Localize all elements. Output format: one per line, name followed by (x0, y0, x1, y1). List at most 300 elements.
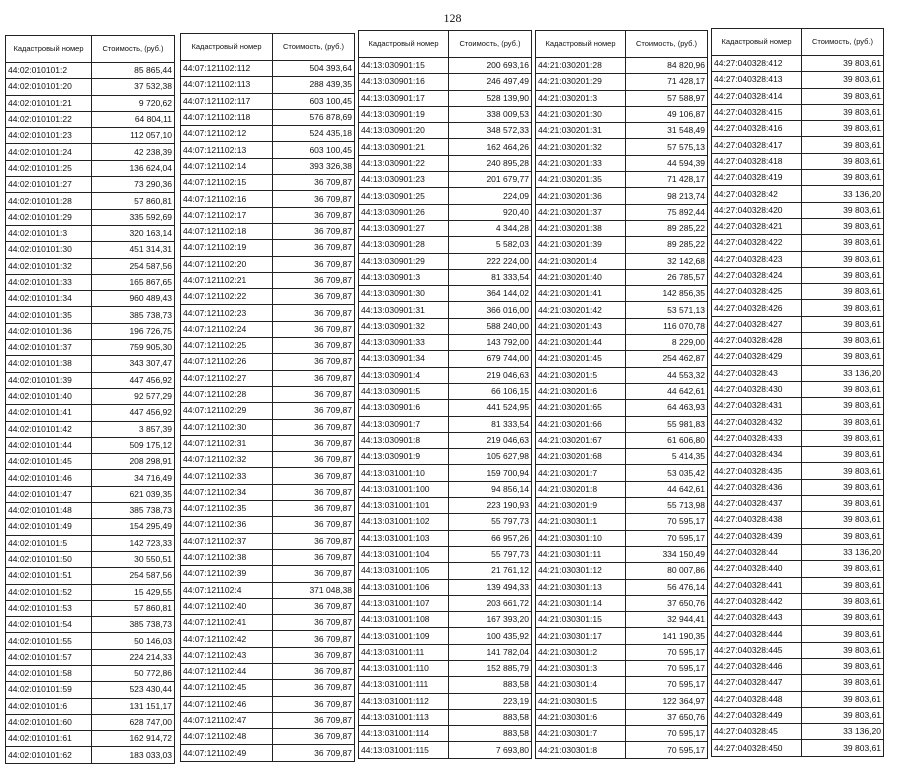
cadastral-number-cell: 44:13:030901:5 (359, 383, 449, 399)
cadastral-number-cell: 44:02:010101:47 (6, 486, 92, 502)
table-row (536, 253, 708, 269)
cost-cell: 36 709,87 (273, 403, 355, 419)
cost-cell: 36 709,87 (273, 175, 355, 191)
cost-cell: 36 709,87 (273, 533, 355, 549)
cadastral-number-cell: 44:07:121102:19 (181, 240, 273, 256)
table-row (712, 121, 884, 137)
table-row (536, 58, 708, 74)
cost-cell: 57 588,97 (626, 90, 708, 106)
header-cost: Стоимость, (руб.) (802, 29, 884, 56)
cadastral-number-cell: 44:07:121102:25 (181, 338, 273, 354)
cost-cell: 42 238,39 (92, 144, 175, 160)
cost-cell: 246 497,49 (449, 74, 532, 90)
table-row (359, 400, 532, 416)
table-row (712, 577, 884, 593)
table-row (536, 318, 708, 334)
cadastral-number-cell: 44:07:121102:4 (181, 582, 273, 598)
cadastral-number-cell: 44:21:030201:6 (536, 383, 626, 399)
cost-cell: 39 803,61 (802, 349, 884, 365)
cost-cell: 679 744,00 (449, 351, 532, 367)
table-row (712, 496, 884, 512)
cost-cell: 162 464,26 (449, 139, 532, 155)
cost-cell: 39 803,61 (802, 740, 884, 756)
table-row (712, 593, 884, 609)
table-row (536, 563, 708, 579)
cadastral-number-cell: 44:02:010101:62 (6, 747, 92, 763)
cost-cell: 39 803,61 (802, 528, 884, 544)
cadastral-number-cell: 44:27:040328:440 (712, 561, 802, 577)
table-row (181, 696, 355, 712)
cadastral-number-cell: 44:13:031001:101 (359, 498, 449, 514)
page-number: 128 (443, 11, 462, 25)
table-row (536, 269, 708, 285)
cadastral-number-cell: 44:21:030201:7 (536, 465, 626, 481)
cost-cell: 343 307,47 (92, 356, 175, 372)
table-row (359, 155, 532, 171)
table-row (536, 155, 708, 171)
table-row (536, 302, 708, 318)
cost-cell: 36 709,87 (273, 354, 355, 370)
cost-cell: 167 393,20 (449, 612, 532, 628)
table-row (359, 432, 532, 448)
cadastral-number-cell: 44:07:121102:118 (181, 109, 273, 125)
cadastral-number-cell: 44:02:010101:38 (6, 356, 92, 372)
cost-cell: 36 709,87 (273, 223, 355, 239)
cost-cell: 57 860,81 (92, 193, 175, 209)
cost-cell: 21 761,12 (449, 563, 532, 579)
cadastral-number-cell: 44:13:030901:9 (359, 449, 449, 465)
cadastral-number-cell: 44:13:030901:23 (359, 172, 449, 188)
cadastral-number-cell: 44:13:030901:8 (359, 432, 449, 448)
cadastral-number-cell: 44:07:121102:22 (181, 289, 273, 305)
table-row (6, 209, 175, 225)
table-row (359, 188, 532, 204)
table-row (359, 269, 532, 285)
table-row (712, 365, 884, 381)
cost-cell: 39 803,61 (802, 691, 884, 707)
cadastral-number-cell: 44:02:010101:41 (6, 405, 92, 421)
cadastral-number-cell: 44:02:010101:27 (6, 177, 92, 193)
cost-cell: 56 476,14 (626, 579, 708, 595)
table-row (6, 225, 175, 241)
cadastral-number-cell: 44:02:010101:3 (6, 225, 92, 241)
cost-cell: 36 709,87 (273, 435, 355, 451)
table-row (536, 612, 708, 628)
table-row (6, 356, 175, 372)
table-row (536, 660, 708, 676)
table-row (6, 111, 175, 127)
table-row (359, 204, 532, 220)
table-row (6, 79, 175, 95)
cost-cell: 105 627,98 (449, 449, 532, 465)
header-cost: Стоимость, (руб.) (626, 31, 708, 58)
cost-cell: 36 709,87 (273, 207, 355, 223)
cadastral-number-cell: 44:27:040328:432 (712, 414, 802, 430)
cost-cell: 385 738,73 (92, 617, 175, 633)
cadastral-number-cell: 44:13:031001:105 (359, 563, 449, 579)
cadastral-number-cell: 44:13:030901:7 (359, 416, 449, 432)
table-row (181, 712, 355, 728)
table-row (536, 481, 708, 497)
table-row (536, 693, 708, 709)
cadastral-number-cell: 44:07:121102:47 (181, 712, 273, 728)
cadastral-number-cell: 44:13:031001:113 (359, 709, 449, 725)
table-row (536, 742, 708, 758)
cost-cell: 73 290,36 (92, 177, 175, 193)
cost-cell: 39 803,61 (802, 675, 884, 691)
cost-cell: 89 285,22 (626, 237, 708, 253)
table-row (359, 595, 532, 611)
header-cadastral-number: Кадастровый номер (359, 31, 449, 58)
cost-cell: 142 723,33 (92, 535, 175, 551)
cadastral-number-cell: 44:02:010101:45 (6, 454, 92, 470)
cost-cell: 64 804,11 (92, 111, 175, 127)
cost-cell: 36 709,87 (273, 501, 355, 517)
table-row (712, 300, 884, 316)
cost-cell: 5 414,35 (626, 449, 708, 465)
cost-cell: 348 572,33 (449, 123, 532, 139)
cadastral-number-cell: 44:07:121102:30 (181, 419, 273, 435)
cadastral-number-cell: 44:27:040328:419 (712, 170, 802, 186)
cadastral-number-cell: 44:07:121102:26 (181, 354, 273, 370)
cadastral-number-cell: 44:02:010101:24 (6, 144, 92, 160)
cadastral-number-cell: 44:13:031001:106 (359, 579, 449, 595)
table-row (359, 612, 532, 628)
cost-cell: 254 587,56 (92, 258, 175, 274)
table-row (181, 663, 355, 679)
cadastral-number-cell: 44:27:040328:436 (712, 479, 802, 495)
table-row (712, 707, 884, 723)
cadastral-number-cell: 44:02:010101:42 (6, 421, 92, 437)
cadastral-number-cell: 44:27:040328:445 (712, 642, 802, 658)
cost-cell: 39 803,61 (802, 235, 884, 251)
cost-cell: 122 364,97 (626, 693, 708, 709)
table-row (712, 561, 884, 577)
table-row (536, 74, 708, 90)
cadastral-number-cell: 44:07:121102:49 (181, 745, 273, 761)
table-row (712, 137, 884, 153)
cost-cell: 504 393,64 (273, 61, 355, 77)
table-row (712, 56, 884, 72)
cost-cell: 33 136,20 (802, 365, 884, 381)
cadastral-number-cell: 44:27:040328:414 (712, 88, 802, 104)
cadastral-number-cell: 44:21:030301:4 (536, 677, 626, 693)
cadastral-number-cell: 44:21:030201:9 (536, 498, 626, 514)
table-row (712, 153, 884, 169)
cadastral-number-cell: 44:21:030201:40 (536, 269, 626, 285)
table-row (6, 421, 175, 437)
cadastral-number-cell: 44:07:121102:15 (181, 175, 273, 191)
table-row (181, 305, 355, 321)
table-header-row (536, 31, 708, 58)
table-row (712, 398, 884, 414)
table-row (6, 649, 175, 665)
header-cost: Стоимость, (руб.) (92, 36, 175, 63)
cadastral-number-cell: 44:21:030301:3 (536, 660, 626, 676)
cadastral-number-cell: 44:02:010101:34 (6, 291, 92, 307)
table-row (536, 139, 708, 155)
cadastral-number-cell: 44:02:010101:61 (6, 731, 92, 747)
table-row (712, 333, 884, 349)
cost-cell: 39 803,61 (802, 251, 884, 267)
table-row (181, 631, 355, 647)
table-row (181, 566, 355, 582)
table-row (6, 519, 175, 535)
cadastral-number-cell: 44:13:030901:34 (359, 351, 449, 367)
cadastral-number-cell: 44:21:030301:2 (536, 644, 626, 660)
cost-cell: 39 803,61 (802, 72, 884, 88)
table-row (359, 90, 532, 106)
cadastral-number-cell: 44:21:030301:15 (536, 612, 626, 628)
cadastral-number-cell: 44:07:121102:36 (181, 517, 273, 533)
cost-cell: 39 803,61 (802, 121, 884, 137)
cost-cell: 5 582,03 (449, 237, 532, 253)
cost-cell: 39 803,61 (802, 218, 884, 234)
cadastral-number-cell: 44:27:040328:421 (712, 218, 802, 234)
table-row (6, 144, 175, 160)
cost-cell: 143 792,00 (449, 335, 532, 351)
cadastral-number-cell: 44:13:030901:21 (359, 139, 449, 155)
cost-cell: 39 803,61 (802, 479, 884, 495)
cost-cell: 39 803,61 (802, 593, 884, 609)
table-row (181, 175, 355, 191)
table-row (359, 253, 532, 269)
cadastral-number-cell: 44:13:030901:6 (359, 400, 449, 416)
table-row (536, 416, 708, 432)
cost-cell: 37 650,76 (626, 595, 708, 611)
cadastral-number-cell: 44:27:040328:413 (712, 72, 802, 88)
cost-cell: 36 709,87 (273, 338, 355, 354)
cadastral-number-cell: 44:27:040328:450 (712, 740, 802, 756)
cadastral-number-cell: 44:27:040328:430 (712, 381, 802, 397)
cadastral-number-cell: 44:27:040328:449 (712, 707, 802, 723)
cadastral-number-cell: 44:27:040328:448 (712, 691, 802, 707)
cadastral-number-cell: 44:07:121102:48 (181, 729, 273, 745)
cadastral-number-cell: 44:21:030201:30 (536, 106, 626, 122)
cadastral-number-cell: 44:21:030201:41 (536, 286, 626, 302)
cost-cell: 320 163,14 (92, 225, 175, 241)
cost-cell: 37 650,76 (626, 709, 708, 725)
table-row (536, 595, 708, 611)
cadastral-number-cell: 44:07:121102:24 (181, 321, 273, 337)
cadastral-number-cell: 44:21:030201:3 (536, 90, 626, 106)
table-row (359, 237, 532, 253)
table-row (181, 338, 355, 354)
cadastral-number-cell: 44:07:121102:12 (181, 126, 273, 142)
cost-cell: 36 709,87 (273, 289, 355, 305)
cost-cell: 36 709,87 (273, 680, 355, 696)
cadastral-number-cell: 44:07:121102:117 (181, 93, 273, 109)
cost-cell: 393 326,38 (273, 158, 355, 174)
cadastral-number-cell: 44:27:040328:443 (712, 610, 802, 626)
cadastral-number-cell: 44:07:121102:41 (181, 615, 273, 631)
table-row (536, 220, 708, 236)
cadastral-number-cell: 44:27:040328:418 (712, 153, 802, 169)
table-row (359, 106, 532, 122)
cost-cell: 39 803,61 (802, 577, 884, 593)
cadastral-number-cell: 44:02:010101:32 (6, 258, 92, 274)
table-row (181, 61, 355, 77)
table-row (536, 644, 708, 660)
cost-cell: 39 803,61 (802, 398, 884, 414)
table-row (359, 220, 532, 236)
table-row (712, 740, 884, 756)
table-row (359, 660, 532, 676)
table-row (6, 274, 175, 290)
cost-cell: 39 803,61 (802, 104, 884, 120)
cost-cell: 39 803,61 (802, 153, 884, 169)
cost-cell: 50 146,03 (92, 633, 175, 649)
cost-cell: 759 905,30 (92, 340, 175, 356)
table-row (181, 240, 355, 256)
table-row (712, 202, 884, 218)
cadastral-number-cell: 44:21:030301:6 (536, 709, 626, 725)
table-row (6, 617, 175, 633)
cadastral-number-cell: 44:07:121102:18 (181, 223, 273, 239)
cost-cell: 36 709,87 (273, 712, 355, 728)
table-row (536, 335, 708, 351)
cost-cell: 200 693,16 (449, 58, 532, 74)
cost-cell: 441 524,95 (449, 400, 532, 416)
cost-cell: 371 048,38 (273, 582, 355, 598)
cadastral-number-cell: 44:13:031001:115 (359, 742, 449, 758)
table-row (712, 284, 884, 300)
table-header-row (181, 34, 355, 61)
table-row (6, 454, 175, 470)
table-row (6, 177, 175, 193)
cadastral-number-cell: 44:07:121102:23 (181, 305, 273, 321)
table-row (181, 403, 355, 419)
cost-cell: 7 693,80 (449, 742, 532, 758)
cadastral-number-cell: 44:02:010101:39 (6, 372, 92, 388)
table-row (181, 533, 355, 549)
table-row (6, 747, 175, 763)
cadastral-number-cell: 44:13:031001:112 (359, 693, 449, 709)
cost-cell: 44 553,32 (626, 367, 708, 383)
cost-cell: 61 606,80 (626, 432, 708, 448)
cadastral-number-cell: 44:13:030901:22 (359, 155, 449, 171)
cost-cell: 36 709,87 (273, 615, 355, 631)
cost-cell: 44 594,39 (626, 155, 708, 171)
cost-cell: 36 709,87 (273, 240, 355, 256)
cadastral-number-cell: 44:02:010101:29 (6, 209, 92, 225)
cadastral-number-cell: 44:27:040328:435 (712, 463, 802, 479)
cost-cell: 34 716,49 (92, 470, 175, 486)
table-row (359, 383, 532, 399)
cadastral-number-cell: 44:27:040328:415 (712, 104, 802, 120)
cost-cell: 15 429,55 (92, 584, 175, 600)
cost-cell: 36 709,87 (273, 321, 355, 337)
table-row (181, 289, 355, 305)
cadastral-number-cell: 44:02:010101:2 (6, 63, 92, 79)
cadastral-number-cell: 44:02:010101:50 (6, 551, 92, 567)
table-row (712, 104, 884, 120)
table-row (359, 677, 532, 693)
cost-cell: 39 803,61 (802, 88, 884, 104)
table-row (536, 286, 708, 302)
cadastral-number-cell: 44:21:030201:36 (536, 188, 626, 204)
table-row (359, 351, 532, 367)
cadastral-number-cell: 44:13:030901:31 (359, 302, 449, 318)
cadastral-number-cell: 44:02:010101:28 (6, 193, 92, 209)
cadastral-number-cell: 44:21:030201:29 (536, 74, 626, 90)
cost-cell: 39 803,61 (802, 267, 884, 283)
cost-cell: 223,19 (449, 693, 532, 709)
cadastral-table-2 (180, 33, 355, 762)
table-row (6, 633, 175, 649)
cadastral-number-cell: 44:21:030301:5 (536, 693, 626, 709)
table-row (536, 383, 708, 399)
cost-cell: 36 709,87 (273, 305, 355, 321)
table-row (181, 386, 355, 402)
cadastral-number-cell: 44:27:040328:447 (712, 675, 802, 691)
cost-cell: 36 709,87 (273, 452, 355, 468)
cost-cell: 141 782,04 (449, 644, 532, 660)
table-row (6, 600, 175, 616)
cost-cell: 223 190,93 (449, 498, 532, 514)
table-row (359, 628, 532, 644)
cost-cell: 603 100,45 (273, 142, 355, 158)
cost-cell: 39 803,61 (802, 512, 884, 528)
cost-cell: 39 803,61 (802, 447, 884, 463)
table-row (6, 160, 175, 176)
cost-cell: 183 033,03 (92, 747, 175, 763)
header-cadastral-number: Кадастровый номер (181, 34, 273, 61)
cost-cell: 84 820,96 (626, 58, 708, 74)
cadastral-number-cell: 44:07:121102:40 (181, 598, 273, 614)
table-row (536, 400, 708, 416)
table-row (536, 514, 708, 530)
table-row (6, 63, 175, 79)
cadastral-number-cell: 44:13:030901:3 (359, 269, 449, 285)
cadastral-number-cell: 44:27:040328:441 (712, 577, 802, 593)
table-row (6, 503, 175, 519)
cadastral-number-cell: 44:07:121102:20 (181, 256, 273, 272)
table-row (181, 354, 355, 370)
cost-cell: 159 700,94 (449, 465, 532, 481)
cost-cell: 36 709,87 (273, 272, 355, 288)
cost-cell: 36 709,87 (273, 484, 355, 500)
table-row (6, 714, 175, 730)
cost-cell: 36 709,87 (273, 370, 355, 386)
cadastral-number-cell: 44:13:030901:15 (359, 58, 449, 74)
table-row (712, 349, 884, 365)
cost-cell: 8 229,00 (626, 335, 708, 351)
cost-cell: 621 039,35 (92, 486, 175, 502)
table-row (181, 647, 355, 663)
cadastral-number-cell: 44:27:040328:420 (712, 202, 802, 218)
table-row (6, 372, 175, 388)
table-row (359, 726, 532, 742)
cadastral-number-cell: 44:13:031001:108 (359, 612, 449, 628)
table-row (181, 598, 355, 614)
table-row (6, 698, 175, 714)
cadastral-number-cell: 44:13:030901:20 (359, 123, 449, 139)
table-row (181, 223, 355, 239)
cadastral-number-cell: 44:21:030201:65 (536, 400, 626, 416)
cadastral-number-cell: 44:21:030301:13 (536, 579, 626, 595)
cadastral-number-cell: 44:02:010101:23 (6, 128, 92, 144)
table-row (6, 307, 175, 323)
cost-cell: 39 803,61 (802, 284, 884, 300)
cadastral-number-cell: 44:21:030201:67 (536, 432, 626, 448)
table-row (6, 568, 175, 584)
table-row (536, 579, 708, 595)
cadastral-number-cell: 44:07:121102:16 (181, 191, 273, 207)
cadastral-number-cell: 44:02:010101:54 (6, 617, 92, 633)
cadastral-number-cell: 44:13:031001:100 (359, 481, 449, 497)
table-row (359, 530, 532, 546)
